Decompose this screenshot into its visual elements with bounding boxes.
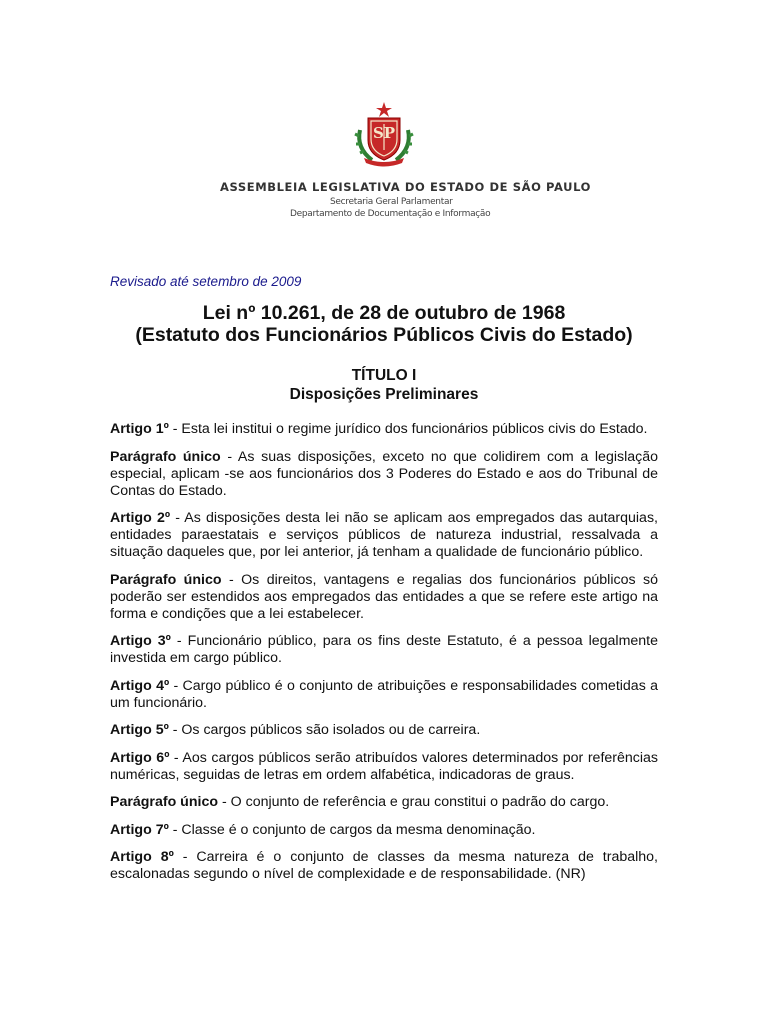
article-paragraph [110,822,658,839]
article-text: - O conjunto de referência e grau constitui o padrão do cargo. [218,794,610,810]
section-title: TÍTULO I [351,367,417,384]
article-text: - Cargo público é o conjunto de atribuições e responsabilidades cometidas a um funcionário. [110,677,659,711]
article-label: Artigo 7º [110,821,169,838]
article-text: - Carreira é o conjunto de classes da mesma natureza de trabalho, escalonadas segundo o nível de complexidade e de responsabilidade. (NR) [110,849,658,882]
article-label: Parágrafo único [110,794,219,810]
article-text: - As suas disposições, exceto no que colidirem com a legislação especial, aplicam -se aos funcionários dos 3 Poderes do Estado e aos do Tribunal de Contas do Estado. [110,448,658,499]
assembly-header: ASSEMBLEIA LEGISLATIVA DO ESTADO DE SÃO PAULO [220,180,592,194]
article-paragraph [110,794,658,811]
article-paragraph [110,510,658,561]
article-text: - Aos cargos públicos serão atribuídos valores determinados por referências numéricas, seguidas de letras em ordem alfabética, indicadoras de graus. [110,749,659,783]
article-paragraph [110,421,658,438]
revision-note: Revisado até setembro de 2009 [110,274,302,289]
article-text: - Os direitos, vantagens e regalias dos funcionários públicos só poderão ser estendidos aos empregados das entidades a que se refere este artigo na forma e condições que a lei estabelecer. [110,571,658,622]
article-paragraph [110,633,658,667]
article-text: - Os cargos públicos são isolados ou de carreira. [168,722,481,738]
article-paragraph [110,722,658,739]
article-paragraph [110,750,658,784]
article-label: Parágrafo único [110,571,222,588]
seal-letters: SP [372,124,396,142]
article-text: - Esta lei institui o regime jurídico dos funcionários públicos civis do Estado. [168,421,648,437]
article-paragraph [110,849,658,883]
section-subtitle: Disposições Preliminares [289,386,479,403]
article-label: Artigo 3º [110,633,171,649]
article-label: Artigo 4º [110,677,170,694]
article-label: Artigo 5º [110,722,169,738]
article-paragraph [110,678,658,712]
document-body [110,421,658,894]
article-text: - Funcionário público, para os fins deste Estatuto, é a pessoa legalmente investida em cargo público. [110,633,659,666]
law-title-line2: (Estatuto dos Funcionários Públicos Civis do Estado) [135,324,633,346]
article-label: Artigo 6º [110,749,170,766]
law-title-line1: Lei nº 10.261, de 28 de outubro de 1968 [202,302,566,324]
article-label: Artigo 8º [110,849,174,865]
article-paragraph [110,449,658,500]
article-label: Parágrafo único [110,448,221,465]
article-text: - As disposições desta lei não se aplicam aos empregados das autarquias, entidades paraestatais e serviços públicos de natureza industrial, ressalvada a situação daqueles que, por lei anterior, já tenham a qualidade de funcionário público. [110,510,658,560]
article-text: - Classe é o conjunto de cargos da mesma denominação. [168,821,536,838]
sao-paulo-coat-of-arms-logo [350,100,418,168]
departamento-line: Departamento de Documentação e Informação [290,209,491,219]
article-label: Artigo 2º [110,510,171,526]
section-heading [60,366,708,404]
article-paragraph [110,572,658,623]
secretaria-line: Secretaria Geral Parlamentar [330,197,453,207]
law-title [60,302,708,346]
article-label: Artigo 1º [110,421,169,437]
